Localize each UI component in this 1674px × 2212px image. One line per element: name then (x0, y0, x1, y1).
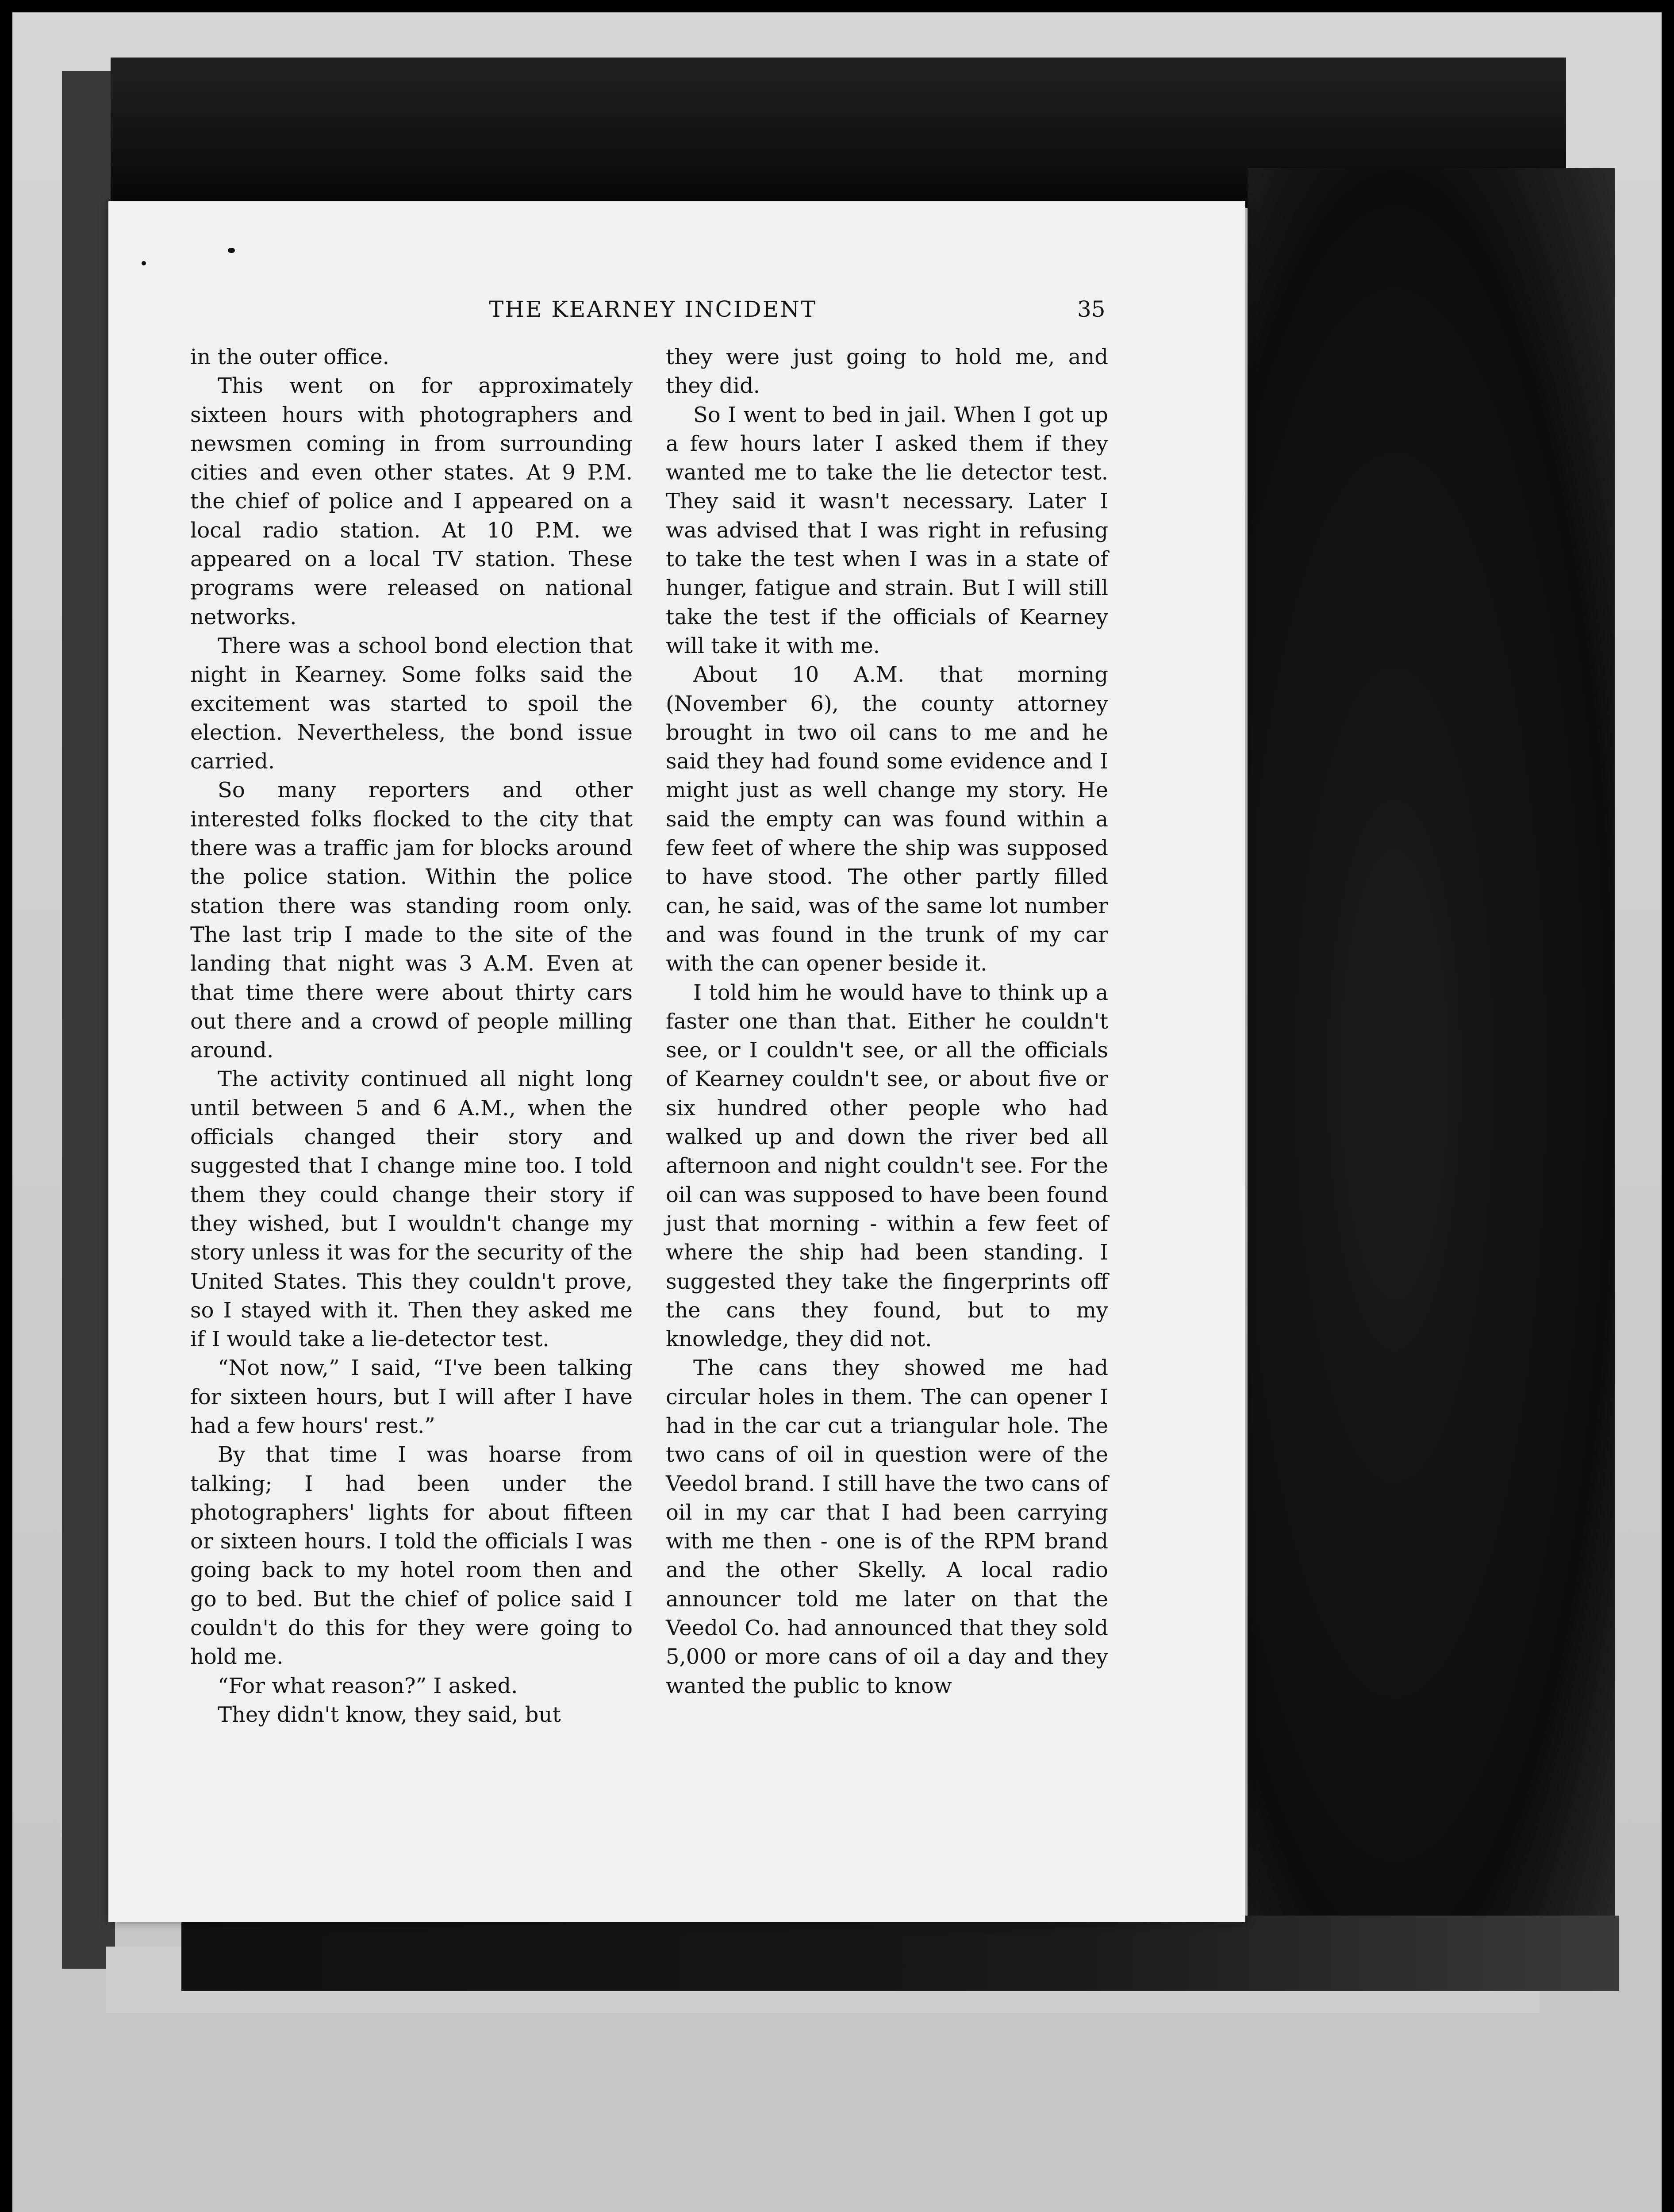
page-number: 35 (1077, 296, 1106, 322)
book-page (108, 201, 1245, 1922)
paragraph: There was a school bond election that night in Kearney. Some folks said the excitement was started to spoil the election. Nevertheless, the bond issue carried. (190, 633, 633, 774)
paragraph: I told him he would have to think up a faster one than that. Either he couldn't see, or I couldn't see, or all the officials of Kearney couldn't see, or about five or six hundred other people who had walked up and down the river bed all afternoon and night couldn't see. For the oil can was supposed to have been found just that morning - within a few feet of where the ship had been standing. I suggested they take the fingerprints off the cans they found, but to my knowledge, they did not. (666, 980, 1108, 1352)
scan-shadow-left (62, 71, 115, 1969)
left-column (190, 343, 633, 1729)
ink-speck (142, 261, 146, 265)
ink-speck (228, 248, 235, 253)
paragraph: “For what reason?” I asked. (218, 1673, 518, 1698)
scan-shadow-bottom (181, 1916, 1619, 1991)
paragraph: The activity continued all night long until between 5 and 6 A.M., when the officials changed their story and suggested that I change mine too. I told them they could change their story if they wished, but I wouldn't change my story unless it was for the security of the United States. This they couldn't prove, so I stayed with it. Then they asked me if I would take a lie-detector test. (190, 1067, 633, 1352)
paragraph: They didn't know, they said, but (218, 1702, 561, 1727)
scan-shadow-right (1248, 168, 1615, 1982)
paragraph: This went on for approximately sixteen hours with photographers and newsmen coming in from surrounding cities and even other states. At 9 P.M. the chief of police and I appeared on a local radio station. At 10 P.M. we appeared on a local TV station. These programs were released on national networks. (190, 373, 633, 630)
paragraph: “Not now,” I said, “I've been talking for sixteen hours, but I will after I have had a few hours' rest.” (190, 1356, 633, 1438)
paragraph: in the outer office. (190, 345, 389, 369)
paragraph: they were just going to hold me, and they did. (666, 345, 1108, 399)
paragraph: So I went to bed in jail. When I got up a few hours later I asked them if they wanted me to take the lie detector test. They said it wasn't necessary. Later I was advised that I was right in refusing to take the test when I was in a state of hunger, fatigue and strain. But I will still take the test if the officials of Kearney will take it with me. (666, 402, 1108, 658)
right-column (666, 343, 1108, 1701)
paragraph: The cans they showed me had circular holes in them. The can opener I had in the car cut a triangular hole. The two cans of oil in question were of the Veedol brand. I still have the two cans of oil in my car that I had been carrying with me then - one is of the RPM brand and the other Skelly. A local radio announcer told me later on that the Veedol Co. had announced that they sold 5,000 or more cans of oil a day and they wanted the public to know (666, 1356, 1108, 1698)
paragraph: About 10 A.M. that morning (November 6), the county attorney brought in two oil cans to me and he said they had found some evidence and I might just as well change my story. He said the empty can was found within a few feet of where the ship was supposed to have stood. The other partly filled can, he said, was of the same lot number and was found in the trunk of my car with the can opener beside it. (666, 662, 1108, 976)
paragraph: So many reporters and other interested folks flocked to the city that there was a traffic jam for blocks around the police station. Within the police station there was standing room only. The last trip I made to the site of the landing that night was 3 A.M. Even at that time there were about thirty cars out there and a crowd of people milling around. (190, 778, 633, 1063)
running-head: THE KEARNEY INCIDENT (489, 296, 817, 322)
paragraph: By that time I was hoarse from talking; I had been under the photographers' lights for about fifteen or sixteen hours. I told the officials I was going back to my hotel room then and go to bed. But the chief of police said I couldn't do this for they were going to hold me. (190, 1442, 633, 1670)
